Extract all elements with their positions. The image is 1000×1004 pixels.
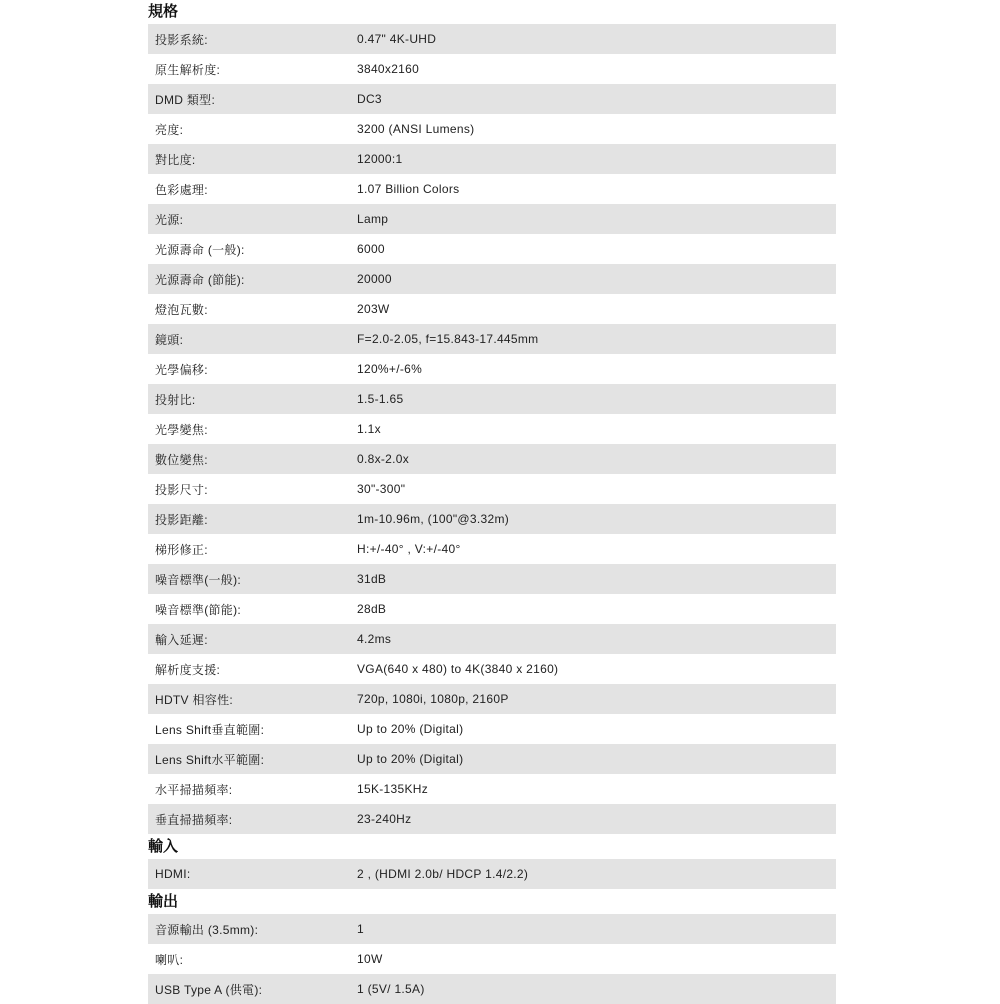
spec-value: 1: [357, 922, 364, 936]
spec-key: 色彩處理:: [155, 182, 208, 197]
input-table: [148, 859, 836, 889]
spec-value: 203W: [357, 302, 390, 316]
spec-key: HDMI:: [155, 867, 191, 881]
spec-row: [148, 744, 836, 774]
spec-value: F=2.0-2.05, f=15.843-17.445mm: [357, 332, 539, 346]
spec-key: 數位變焦:: [155, 452, 208, 467]
spec-row: [148, 234, 836, 264]
spec-key: USB Type A (供電):: [155, 982, 263, 997]
spec-value: 1.1x: [357, 422, 381, 436]
spec-value: 31dB: [357, 572, 387, 586]
spec-key: 原生解析度:: [155, 62, 221, 77]
spec-row: [148, 264, 836, 294]
spec-value: 2 , (HDMI 2.0b/ HDCP 1.4/2.2): [357, 867, 529, 881]
spec-row: [148, 654, 836, 684]
spec-key: 喇叭:: [155, 952, 184, 967]
section-title-output: 輸出: [148, 893, 179, 910]
spec-value: 120%+/-6%: [357, 362, 423, 376]
spec-value: Lamp: [357, 212, 389, 226]
spec-row: [148, 24, 836, 54]
spec-key: 音源輸出 (3.5mm):: [155, 922, 259, 937]
spec-value: Up to 20% (Digital): [357, 752, 464, 766]
spec-row: [148, 944, 836, 974]
spec-value: 12000:1: [357, 152, 403, 166]
section-specifications: [148, 0, 836, 834]
spec-value: 1.5-1.65: [357, 392, 404, 406]
spec-value: 15K-135KHz: [357, 782, 429, 796]
spec-table: [148, 24, 836, 834]
spec-value: 720p, 1080i, 1080p, 2160P: [357, 692, 509, 706]
spec-key: Lens Shift水平範圍:: [155, 752, 265, 767]
spec-value: 3200 (ANSI Lumens): [357, 122, 475, 136]
spec-key: 光學變焦:: [155, 422, 208, 437]
spec-row: [148, 414, 836, 444]
spec-row: [148, 444, 836, 474]
spec-value: 28dB: [357, 602, 387, 616]
spec-value: 1 (5V/ 1.5A): [357, 982, 425, 996]
spec-key: 燈泡瓦數:: [155, 302, 208, 317]
section-output: [148, 889, 836, 1004]
spec-key: 投影尺寸:: [155, 482, 208, 497]
section-title-specifications: 規格: [148, 3, 179, 20]
spec-key: 梯形修正:: [155, 542, 208, 557]
spec-key: 投影系統:: [155, 32, 208, 47]
spec-key: 輸入延遲:: [155, 632, 208, 647]
spec-value: 23-240Hz: [357, 812, 412, 826]
spec-row: [148, 624, 836, 654]
spec-key: DMD 類型:: [155, 92, 216, 107]
spec-row: [148, 324, 836, 354]
spec-value: 1.07 Billion Colors: [357, 182, 460, 196]
spec-key: Lens Shift垂直範圍:: [155, 722, 265, 737]
spec-key: 光源壽命 (一般):: [155, 242, 245, 257]
spec-key: 投射比:: [155, 392, 196, 407]
spec-row: [148, 144, 836, 174]
spec-sheet: [148, 0, 836, 1004]
section-title-input: 輸入: [148, 838, 179, 855]
spec-row: [148, 859, 836, 889]
spec-row: [148, 54, 836, 84]
spec-row: [148, 594, 836, 624]
spec-key: 垂直掃描頻率:: [155, 812, 233, 827]
spec-value: 1m-10.96m, (100"@3.32m): [357, 512, 510, 526]
spec-row: [148, 504, 836, 534]
spec-key: 解析度支援:: [155, 662, 221, 677]
spec-key: 噪音標準(一般):: [155, 572, 242, 587]
spec-row: [148, 914, 836, 944]
spec-row: [148, 84, 836, 114]
spec-key: 噪音標準(節能):: [155, 602, 242, 617]
spec-key: 光源:: [155, 212, 184, 227]
spec-row: [148, 774, 836, 804]
spec-row: [148, 114, 836, 144]
spec-row: [148, 354, 836, 384]
spec-key: 投影距離:: [155, 512, 208, 527]
spec-key: 對比度:: [155, 152, 196, 167]
spec-value: 6000: [357, 242, 385, 256]
spec-value: 4.2ms: [357, 632, 392, 646]
spec-row: [148, 204, 836, 234]
spec-value: Up to 20% (Digital): [357, 722, 464, 736]
spec-key: HDTV 相容性:: [155, 692, 234, 707]
spec-value: 0.8x-2.0x: [357, 452, 410, 466]
spec-value: 3840x2160: [357, 62, 420, 76]
output-table: [148, 914, 836, 1004]
spec-key: 光學偏移:: [155, 362, 208, 377]
spec-row: [148, 534, 836, 564]
spec-value: 10W: [357, 952, 383, 966]
spec-row: [148, 474, 836, 504]
spec-value: 30"-300": [357, 482, 406, 496]
spec-row: [148, 714, 836, 744]
spec-key: 亮度:: [155, 122, 184, 137]
spec-value: VGA(640 x 480) to 4K(3840 x 2160): [357, 662, 559, 676]
spec-value: DC3: [357, 92, 382, 106]
spec-row: [148, 564, 836, 594]
spec-row: [148, 174, 836, 204]
spec-row: [148, 684, 836, 714]
spec-row: [148, 804, 836, 834]
section-input: [148, 834, 836, 889]
spec-value: H:+/-40° , V:+/-40°: [357, 542, 461, 556]
spec-key: 水平掃描頻率:: [155, 782, 233, 797]
spec-key: 鏡頭:: [155, 332, 184, 347]
spec-value: 20000: [357, 272, 392, 286]
spec-value: 0.47" 4K-UHD: [357, 32, 437, 46]
spec-key: 光源壽命 (節能):: [155, 272, 245, 287]
spec-row: [148, 294, 836, 324]
spec-row: [148, 384, 836, 414]
